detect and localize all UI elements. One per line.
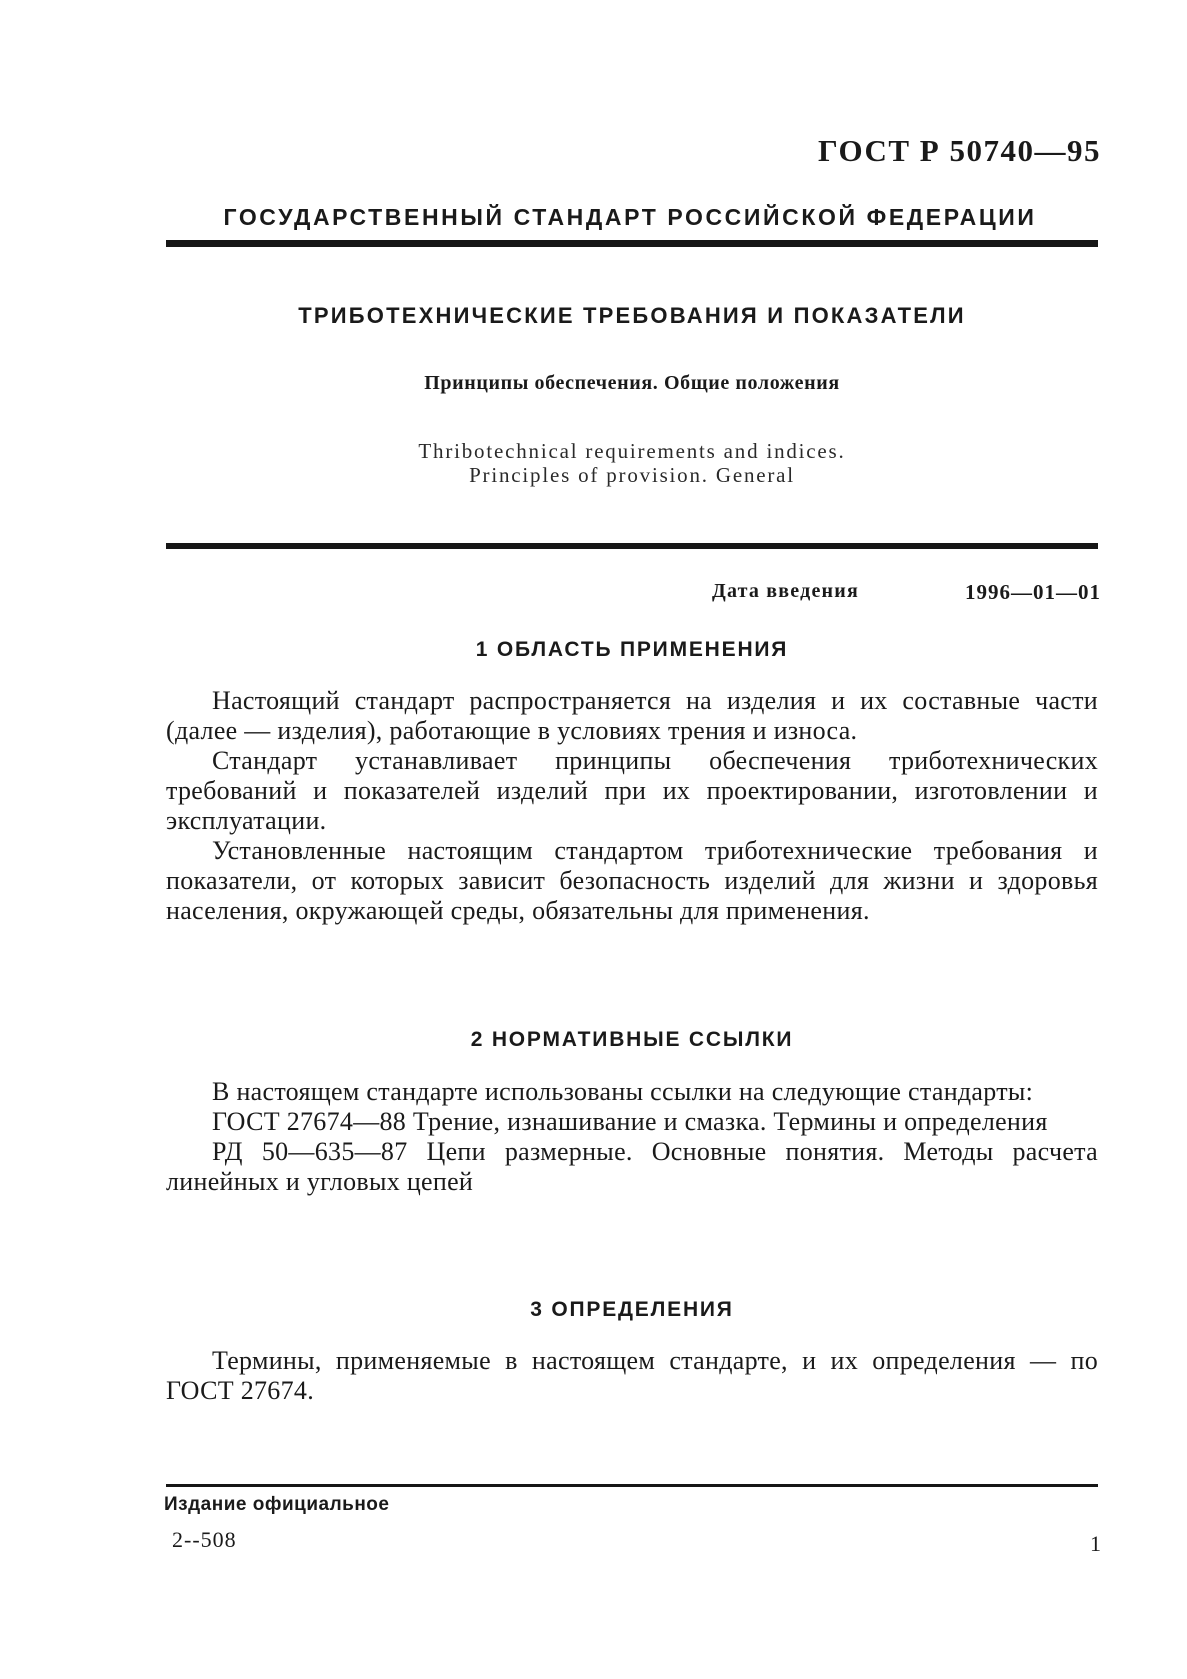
introduction-date: 1996—01—01: [965, 580, 1101, 604]
reference-item: ГОСТ 27674—88 Трение, изнашивание и смазка. Термины и определения: [212, 1107, 1048, 1136]
paragraph: Настоящий стандарт распространяется на изделия и их составные части (далее — изделия), работающие в условиях трения и износа.: [166, 686, 1098, 745]
paragraph: Стандарт устанавливает принципы обеспечения триботехнических требований и показателей изделий при их проектировании, изготовлении и эксплуатации.: [166, 746, 1098, 835]
document-title: ТРИБОТЕХНИЧЕСКИЕ ТРЕБОВАНИЯ И ПОКАЗАТЕЛИ: [298, 303, 966, 328]
introduction-date-label: Дата введения: [712, 580, 859, 602]
edition-label: Издание официальное: [164, 1494, 390, 1515]
section-body-definitions: [166, 1346, 1098, 1406]
english-title-line-2: Principles of provision. General: [469, 463, 795, 487]
section-body-references: [166, 1077, 1098, 1197]
document-subtitle: Принципы обеспечения. Общие положения: [424, 372, 840, 394]
paragraph: В настоящем стандарте использованы ссылки на следующие стандарты:: [212, 1077, 1034, 1106]
english-title-line-1: Thribotechnical requirements and indices.: [418, 439, 846, 463]
section-heading-definitions: 3 ОПРЕДЕЛЕНИЯ: [530, 1298, 734, 1321]
title-divider: [166, 543, 1098, 549]
paragraph: Установленные настоящим стандартом триботехнические требования и показатели, от которых зависит безопасность изделий для жизни и здоровья населения, окружающей среды, обязательны для применения.: [166, 836, 1098, 925]
section-heading-scope: 1 ОБЛАСТЬ ПРИМЕНЕНИЯ: [475, 638, 789, 661]
gost-code: ГОСТ Р 50740—95: [818, 133, 1101, 168]
page-number: 1: [1090, 1531, 1101, 1556]
footer-divider: [166, 1484, 1098, 1487]
top-divider: [166, 240, 1098, 247]
section-body-scope: [166, 686, 1098, 926]
reference-item: РД 50—635—87 Цепи размерные. Основные понятия. Методы расчета линейных и угловых цепей: [166, 1137, 1098, 1196]
print-code: 2--508: [172, 1527, 237, 1552]
state-standard-heading: ГОСУДАРСТВЕННЫЙ СТАНДАРТ РОССИЙСКОЙ ФЕДЕРАЦИИ: [223, 204, 1037, 230]
section-heading-references: 2 НОРМАТИВНЫЕ ССЫЛКИ: [470, 1028, 794, 1051]
paragraph: Термины, применяемые в настоящем стандарте, и их определения — по ГОСТ 27674.: [166, 1346, 1098, 1405]
